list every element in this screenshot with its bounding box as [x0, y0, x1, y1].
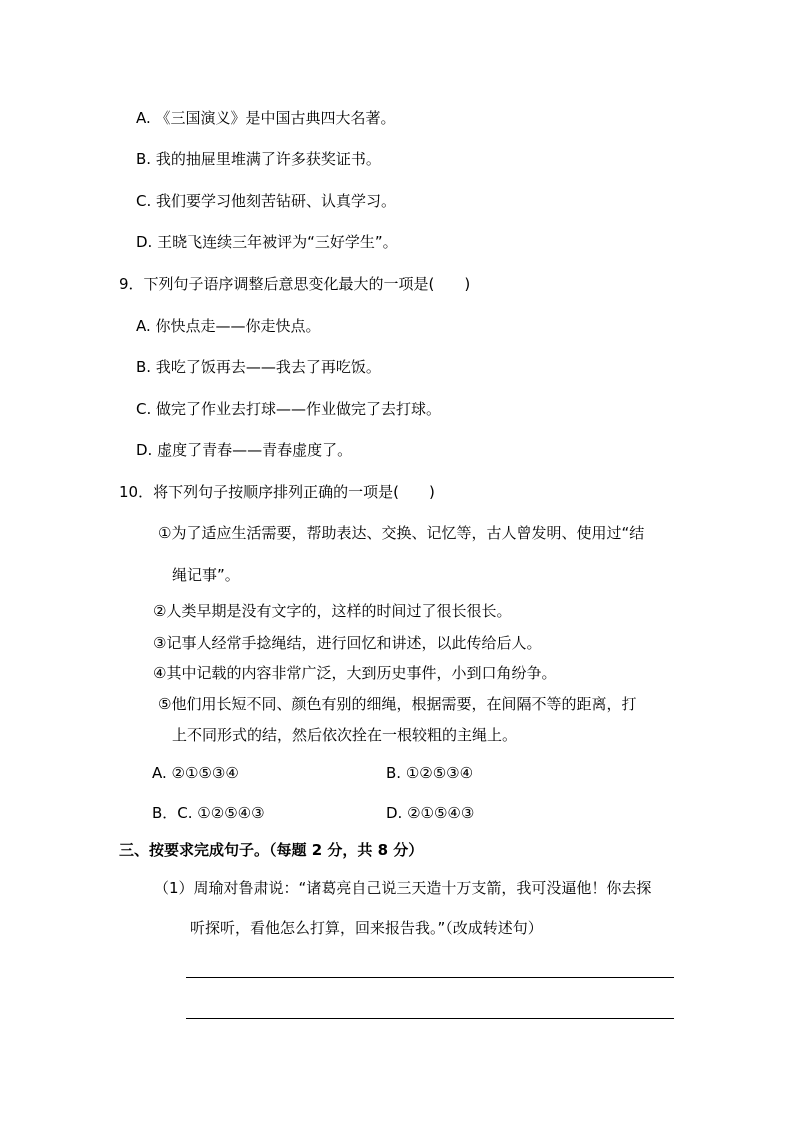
q10-sentence-2: ②人类早期是没有文字的，这样的时间过了很长很长。 [153, 602, 512, 620]
q9-option-a: A. 你快点走——你走快点。 [136, 317, 321, 335]
q8-option-a: A. 《三国演义》是中国古典四大名著。 [136, 109, 396, 127]
section-heading: 三、按要求完成句子。（每题 2 分，共 8 分） [119, 841, 424, 859]
q10-sentence-5-cont: 上不同形式的结，然后依次拴在一根较粗的主绳上。 [172, 726, 518, 744]
q10-option-c: B．C. ①②⑤④③ [152, 804, 265, 822]
q9-option-c: C. 做完了作业去打球——作业做完了去打球。 [136, 400, 442, 418]
q8-option-c: C. 我们要学习他刻苦钻研、认真学习。 [136, 192, 397, 210]
q9-option-b: B. 我吃了饭再去——我去了再吃饭。 [136, 358, 381, 376]
q10-option-d: D. ②①⑤④③ [386, 804, 475, 822]
section3-item1: （1）周瑜对鲁肃说：“诸葛亮自己说三天造十万支箭，我可没逼他！你去探 [154, 879, 652, 897]
q10-sentence-1: ①为了适应生活需要，帮助表达、交换、记忆等，古人曾发明、使用过“结 [158, 524, 645, 542]
q10-sentence-1-cont: 绳记事”。 [172, 566, 240, 584]
answer-line[interactable] [186, 1018, 674, 1019]
q10-option-b: B. ①②⑤③④ [386, 764, 474, 782]
q10-sentence-5: ⑤他们用长短不同、颜色有别的细绳，根据需要，在间隔不等的距离，打 [158, 695, 637, 713]
q10-option-a: A. ②①⑤③④ [152, 764, 239, 782]
q8-option-d: D. 王晓飞连续三年被评为“三好学生”。 [136, 233, 398, 251]
q10-stem: 10．将下列句子按顺序排列正确的一项是( ) [119, 483, 435, 501]
q9-option-d: D. 虚度了青春——青春虚度了。 [136, 441, 353, 459]
q10-sentence-3: ③记事人经常手捻绳结，进行回忆和讲述，以此传给后人。 [153, 634, 542, 652]
section3-item1-cont: 听探听，看他怎么打算，回来报告我。”（改成转述句） [190, 919, 543, 937]
q10-sentence-4: ④其中记载的内容非常广泛，大到历史事件，小到口角纷争。 [153, 664, 557, 682]
q8-option-b: B. 我的抽屉里堆满了许多获奖证书。 [136, 150, 381, 168]
answer-line[interactable] [186, 977, 674, 978]
q9-stem: 9．下列句子语序调整后意思变化最大的一项是( ) [119, 275, 471, 293]
